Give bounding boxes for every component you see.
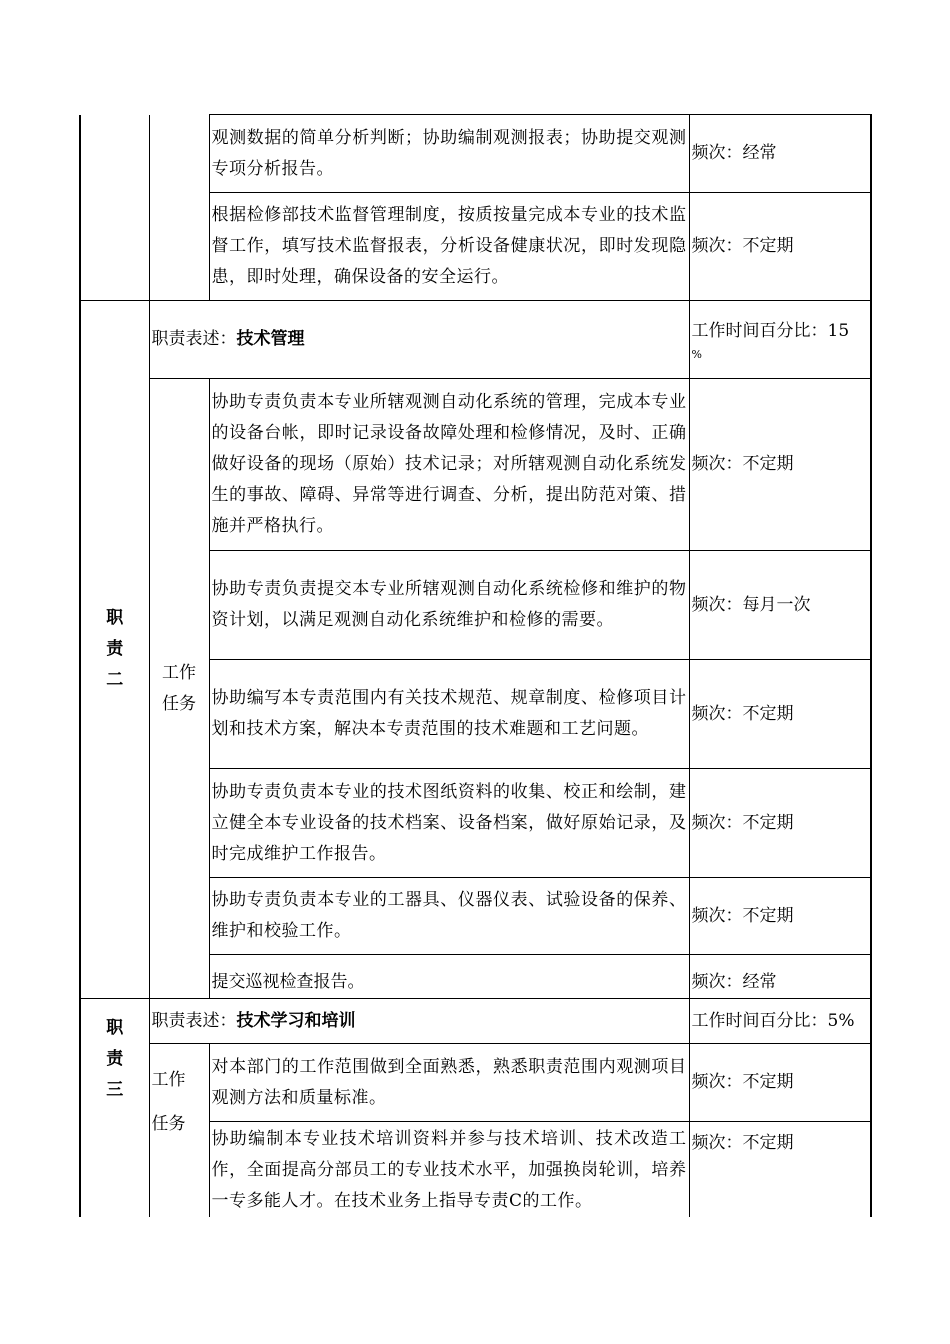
task-label-3 [149,1044,209,1218]
task-text: 观测数据的简单分析判断；协助编制观测报表；协助提交观测专项分析报告。 [209,115,689,193]
task-label-line: 任务 [151,1114,186,1134]
table-row [80,301,871,379]
frequency: 频次：经常 [689,115,871,193]
frequency: 频次：不定期 [689,379,871,551]
duty-table [79,114,872,1217]
frequency: 频次：每月一次 [689,551,871,660]
duty-description [149,301,689,379]
task-label-line: 任务 [162,693,196,714]
frequency: 频次：不定期 [689,660,871,769]
task-text: 协助专责负责本专业所辖观测自动化系统的管理，完成本专业的设备台帐，即时记录设备故障处理和检修情况，及时、正确做好设备的现场（原始）技术记录；对所辖观测自动化系统发生的事故、障碍、异常等进行调查、分析，提出防范对策、措施并严格执行。 [209,379,689,551]
duty-label-char: 责 [106,639,124,659]
duty-label-char: 二 [106,670,124,690]
task-text: 协助编写本专责范围内有关技术规范、规章制度、检修项目计划和技术方案，解决本专责范围的技术难题和工艺问题。 [209,660,689,769]
task-label-cell-prev [149,115,209,301]
duty-label-char: 职 [106,608,124,628]
task-text: 协助编制本专业技术培训资料并参与技术培训、技术改造工作，全面提高分部员工的专业技术水平，加强换岗轮训，培养一专多能人才。在技术业务上指导专责C的工作。 [209,1122,689,1218]
time-percentage-unit: % [691,348,702,361]
table-row [80,379,871,551]
frequency: 频次：不定期 [689,1122,871,1218]
frequency: 频次：经常 [689,955,871,999]
task-text: 协助专责负责提交本专业所辖观测自动化系统检修和维护的物资计划，以满足观测自动化系统维护和检修的需要。 [209,551,689,660]
duty-label-3 [80,999,149,1218]
time-percentage-value: 工作时间百分比：15 [691,321,850,341]
table-row [80,115,871,193]
table-row [80,1044,871,1122]
table-row [80,999,871,1044]
task-text: 对本部门的工作范围做到全面熟悉，熟悉职责范围内观测项目观测方法和质量标准。 [209,1044,689,1122]
task-text: 根据检修部技术监督管理制度，按质按量完成本专业的技术监督工作，填写技术监督报表，分析设备健康状况，即时发现隐患，即时处理，确保设备的安全运行。 [209,193,689,301]
duty-label-char: 责 [106,1049,124,1069]
duty-description-label: 职责表述： [151,329,237,349]
task-label-line: 工作 [151,1070,186,1090]
duty-description-label: 职责表述： [151,1010,237,1031]
frequency: 频次：不定期 [689,769,871,878]
duty-description-title: 技术学习和培训 [236,1010,356,1031]
frequency: 频次：不定期 [689,1044,871,1122]
duty-description-title: 技术管理 [236,329,305,349]
task-text: 协助专责负责本专业的技术图纸资料的收集、校正和绘制，建立健全本专业设备的技术档案、设备档案，做好原始记录，及时完成维护工作报告。 [209,769,689,878]
time-percentage: 工作时间百分比：5% [689,999,871,1044]
duty-label-char: 职 [106,1018,124,1038]
duty-label-2 [80,301,149,999]
task-text: 协助专责负责本专业的工器具、仪器仪表、试验设备的保养、维护和校验工作。 [209,878,689,955]
duty-description [149,999,689,1044]
duty-label-char: 三 [106,1080,124,1100]
frequency: 频次：不定期 [689,878,871,955]
frequency: 频次：不定期 [689,193,871,301]
task-text: 提交巡视检查报告。 [209,955,689,999]
task-label-2 [149,379,209,999]
task-label-line: 工作 [162,662,196,683]
time-percentage [689,301,871,379]
duty-label-cell-prev [80,115,149,301]
